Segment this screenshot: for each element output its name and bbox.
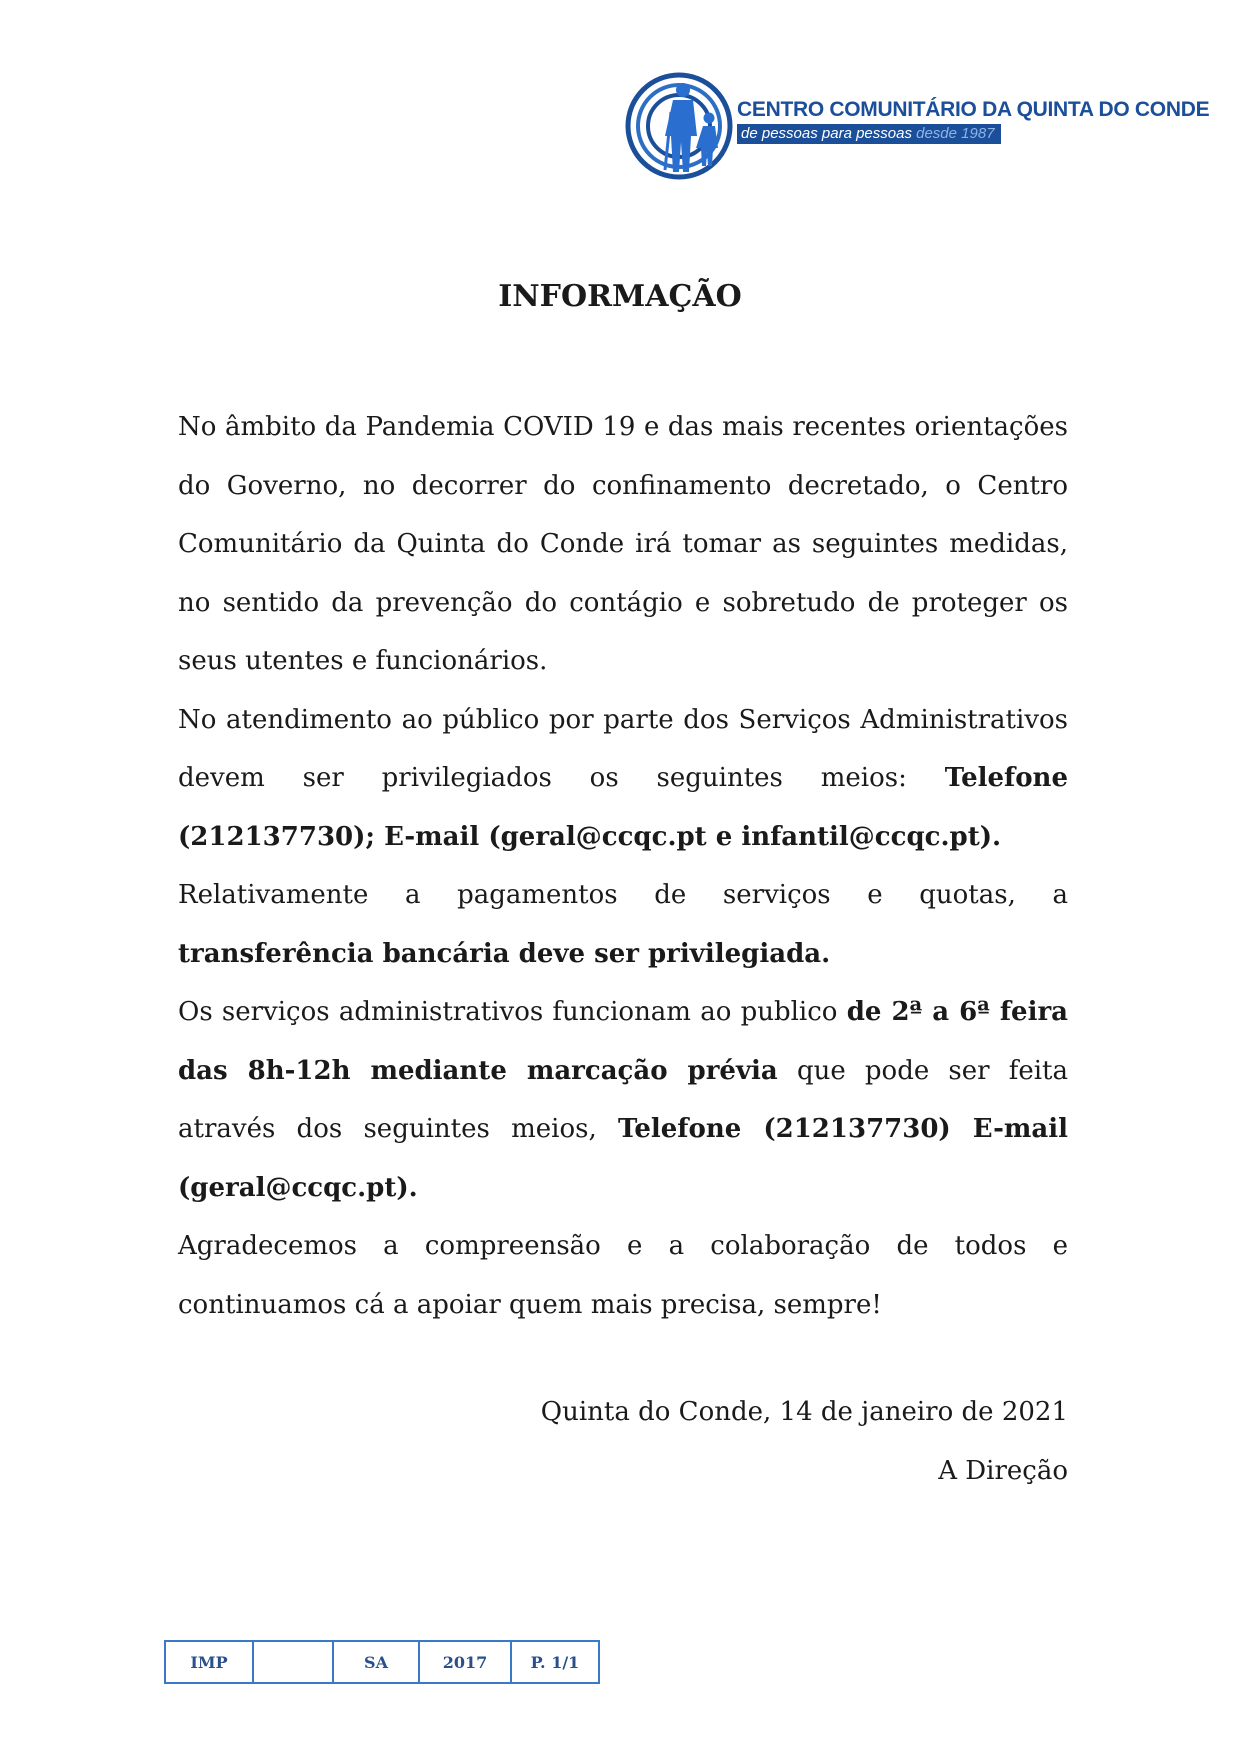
- signature: A Direção: [938, 1455, 1068, 1486]
- logo-organization-name: CENTRO COMUNITÁRIO DA QUINTA DO CONDE: [737, 98, 1210, 121]
- paragraph-opening-hours: [178, 983, 1068, 1217]
- code-cell-year: 2017: [419, 1641, 511, 1683]
- paragraph-contact-text: No atendimento ao público por parte dos Serviços Administrativos devem ser privilegiados os seguintes meios:: [178, 704, 1068, 793]
- paragraph-thanks: Agradecemos a compreensão e a colaboração de todos e continuamos cá a apoiar quem mais precisa, sempre!: [178, 1231, 1068, 1320]
- logo-tagline-text: de pessoas para pessoas: [741, 125, 912, 142]
- document-body: [178, 398, 1068, 1334]
- code-cell-page: P. 1/1: [511, 1641, 599, 1683]
- contact-details-bold: Telefone (212137730); E-mail (geral@ccqc.pt e infantil@ccqc.pt).: [178, 763, 1068, 852]
- document-code-row: [165, 1641, 599, 1683]
- paragraph-payments: [178, 866, 1068, 983]
- paragraph-payments-text: Relativamente a pagamentos de serviços e quotas, a: [178, 880, 1068, 910]
- bank-transfer-bold: transferência bancária deve ser privilegiada.: [178, 938, 831, 969]
- document-title: INFORMAÇÃO: [498, 279, 742, 314]
- code-cell-type: IMP: [165, 1641, 253, 1683]
- signoff-block: [541, 1383, 1068, 1500]
- organization-logo: [625, 72, 1210, 182]
- logo-tagline: [737, 124, 1001, 144]
- opening-hours-bold: de 2ª a 6ª feira das 8h-12h mediante marcação prévia: [178, 997, 1068, 1086]
- code-cell-empty: [253, 1641, 333, 1683]
- code-cell-department: SA: [333, 1641, 419, 1683]
- paragraph-contact-means: [178, 691, 1068, 867]
- paragraph-intro: No âmbito da Pandemia COVID 19 e das mais recentes orientações do Governo, no decorrer do confinamento decretado, o Centro Comunitário da Quinta do Conde irá tomar as seguintes medidas, no sentido da prevenção do contágio e sobretudo de proteger os seus utentes e funcionários.: [178, 412, 1068, 676]
- paragraph-hours-text-2: que pode ser feita através dos seguintes meios,: [178, 1055, 1068, 1144]
- paragraph-hours-text-1: Os serviços administrativos funcionam ao publico: [178, 997, 847, 1027]
- booking-contacts-bold: Telefone (212137730) E-mail (geral@ccqc.pt).: [178, 1114, 1068, 1203]
- place-date: Quinta do Conde, 14 de janeiro de 2021: [540, 1397, 1068, 1427]
- logo-since-text: desde 1987: [916, 125, 995, 142]
- logo-emblem-icon: [625, 72, 733, 180]
- document-code-table: [164, 1640, 600, 1684]
